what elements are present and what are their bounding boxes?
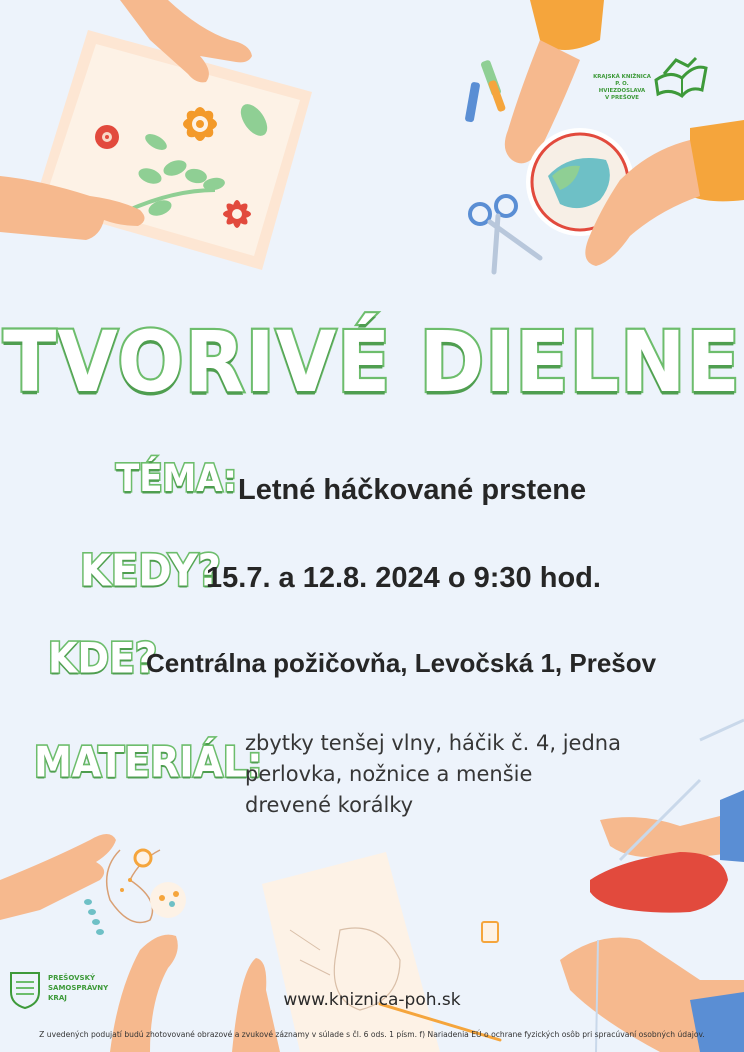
material-list (245, 728, 665, 821)
tema-value: Letné háčkované prstene (238, 474, 587, 506)
website-link[interactable]: www.kniznica-poh.sk (283, 990, 461, 1010)
beads-illustration (0, 834, 186, 1052)
book-icon (652, 56, 708, 102)
sketch-paper-illustration (232, 852, 500, 1052)
library-logo-line: V PREŠOVE (604, 95, 639, 101)
material-line: perlovka, nožnice a menšie (245, 762, 533, 786)
library-logo-text (592, 74, 652, 102)
library-logo[interactable] (592, 54, 712, 104)
region-logo-line: PREŠOVSKÝ (48, 974, 96, 982)
kde-value: Centrálna požičovňa, Levočská 1, Prešov (146, 648, 657, 678)
embroidery-illustration (465, 0, 744, 272)
tema-label: TÉMA: (116, 457, 237, 501)
kedy-value: 15.7. a 12.8. 2024 o 9:30 hod. (206, 562, 601, 594)
material-line: zbytky tenšej vlny, háčik č. 4, jedna (245, 731, 621, 755)
region-logo-line: KRAJ (48, 994, 67, 1002)
kde-label: KDE? (48, 633, 157, 683)
region-logo-line: SAMOSPRÁVNY (48, 984, 109, 992)
library-logo-line: P. O. HVIEZDOSLAVA (598, 81, 646, 94)
library-logo-line: KRAJSKÁ KNIŽNICA (593, 74, 651, 80)
material-label: MATERIÁL: (34, 737, 263, 787)
material-line: drevené korálky (245, 793, 414, 817)
page-title: TVORIVÉ DIELNE (3, 314, 741, 412)
kedy-label: KEDY? (80, 545, 221, 597)
gdpr-note: Z uvedených podujatí budú zhotovované obrazové a zvukové záznamy v súlade s čl. 6 ods. 1 písm. f) Nariadenia EÚ o ochrane fyzických osôb pri spracúvaní osobných údajov. (39, 1030, 705, 1039)
